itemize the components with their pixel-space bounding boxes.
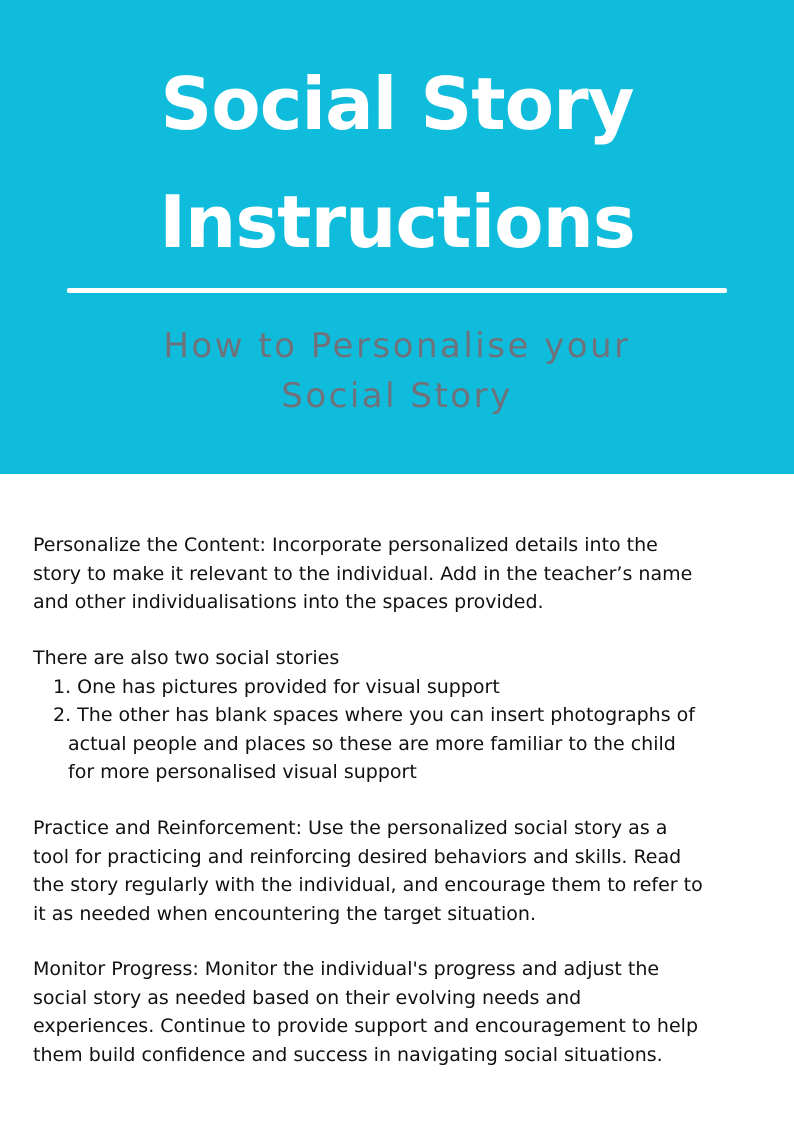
stories-section	[33, 644, 773, 787]
list-item-1: 1. One has pictures provided for visual support	[53, 675, 500, 698]
list-item-2-continued: actual people and places so these are more familiar to the child	[68, 732, 676, 755]
practice-paragraph	[33, 814, 773, 928]
monitor-line: experiences. Continue to provide support and encouragement to help	[33, 1015, 698, 1037]
stories-intro: There are also two social stories	[33, 647, 340, 669]
monitor-paragraph	[33, 955, 773, 1069]
practice-line: tool for practicing and reinforcing desired behaviors and skills. Read	[33, 845, 682, 868]
page-title-line-2: Instructions	[159, 180, 635, 264]
subtitle-line-2: Social Story	[281, 376, 513, 416]
list-item-2-continued: for more personalised visual support	[68, 761, 417, 783]
subtitle-line-1: How to Personalise your	[163, 326, 631, 366]
monitor-line: them build confidence and success in navigating social situations.	[33, 1043, 663, 1066]
personalize-paragraph	[33, 531, 773, 617]
personalize-line: story to make it relevant to the individual. Add in the teacher’s name	[33, 562, 693, 585]
header-banner	[0, 0, 794, 474]
monitor-line: social story as needed based on their evolving needs and	[33, 986, 582, 1009]
monitor-line: Monitor Progress: Monitor the individual's progress and adjust the	[33, 958, 660, 980]
personalize-line: Personalize the Content: Incorporate personalized details into the	[33, 534, 658, 556]
page-title-line-1: Social Story	[160, 62, 634, 146]
list-item-2: 2. The other has blank spaces where you can insert photographs of	[53, 704, 695, 726]
practice-line: it as needed when encountering the target situation.	[33, 902, 537, 925]
title-divider	[67, 288, 727, 293]
personalize-line: and other individualisations into the spaces provided.	[33, 591, 544, 613]
practice-line: the story regularly with the individual, and encourage them to refer to	[33, 874, 703, 896]
practice-line: Practice and Reinforcement: Use the personalized social story as a	[33, 817, 668, 839]
